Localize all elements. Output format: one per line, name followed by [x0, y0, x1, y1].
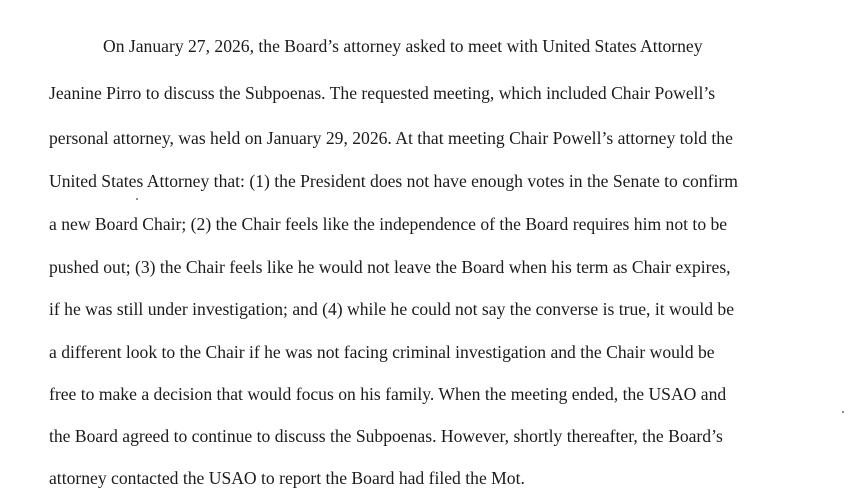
paragraph-line-3: personal attorney, was held on January 29, 2026. At that meeting Chair Powell’s attorney told the [49, 128, 733, 148]
paragraph-line-7: if he was still under investigation; and (4) while he could not say the converse is true, it would be [49, 299, 735, 319]
paragraph-line-4: United States Attorney that: (1) the President does not have enough votes in the Senate to confirm [49, 171, 738, 191]
paragraph-line-6: pushed out; (3) the Chair feels like he would not leave the Board when his term as Chair expires, [49, 257, 731, 277]
paragraph-line-2: Jeanine Pirro to discuss the Subpoenas. The requested meeting, which included Chair Powell’s [49, 83, 716, 103]
paragraph-line-11: attorney contacted the USAO to report the Board had filed the Mot. [49, 468, 525, 488]
paragraph-line-9: free to make a decision that would focus on his family. When the meeting ended, the USAO and [49, 384, 727, 404]
scan-speck [842, 411, 844, 413]
paragraph-line-8: a different look to the Chair if he was not facing criminal investigation and the Chair would be [49, 342, 715, 362]
paragraph-line-1: On January 27, 2026, the Board’s attorney asked to meet with United States Attorney [103, 36, 703, 56]
paragraph-line-10: the Board agreed to continue to discuss the Subpoenas. However, shortly thereafter, the Board’s [49, 426, 723, 446]
scan-speck [136, 198, 138, 200]
paragraph-line-5: a new Board Chair; (2) the Chair feels like the independence of the Board requires him not to be [49, 214, 728, 234]
